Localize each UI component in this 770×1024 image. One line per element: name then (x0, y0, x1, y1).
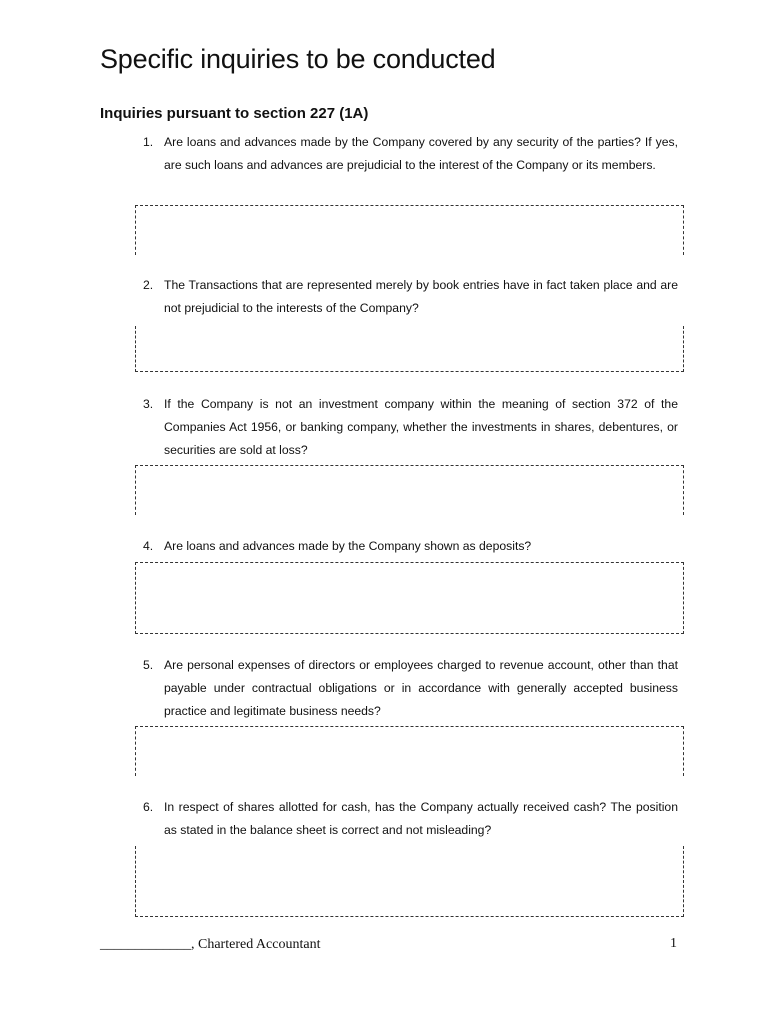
answer-box-4[interactable] (135, 562, 684, 634)
question-text: Are loans and advances made by the Company covered by any security of the parties? If yes, are such loans and advances are prejudicial to the interest of the Company or its members. (164, 135, 678, 172)
page-number: 1 (670, 936, 677, 951)
question-1 (143, 131, 678, 177)
question-5 (143, 654, 678, 723)
question-4 (143, 535, 678, 558)
answer-box-6[interactable] (135, 846, 684, 917)
question-number: 1. (143, 135, 154, 149)
page-title: Specific inquiries to be conducted (100, 44, 496, 74)
section-heading: Inquiries pursuant to section 227 (1A) (100, 105, 369, 122)
question-3 (143, 393, 678, 462)
question-number: 5. (143, 658, 154, 672)
question-2 (143, 274, 678, 320)
answer-box-2[interactable] (135, 326, 684, 372)
accountant-signature-line: _____________, Chartered Accountant (100, 937, 321, 952)
answer-box-3[interactable] (135, 465, 684, 515)
question-number: 4. (143, 539, 154, 553)
answer-box-5[interactable] (135, 726, 684, 776)
question-text: Are loans and advances made by the Company shown as deposits? (164, 539, 532, 553)
question-number: 3. (143, 397, 154, 411)
question-number: 6. (143, 800, 154, 814)
question-number: 2. (143, 278, 154, 292)
question-text: If the Company is not an investment company within the meaning of section 372 of the Companies Act 1956, or banking company, whether the investments in shares, debentures, or securities are sold at loss? (164, 397, 678, 457)
question-6 (143, 796, 678, 842)
question-text: Are personal expenses of directors or employees charged to revenue account, other than that payable under contractual obligations or in accordance with generally accepted business practice and legitimate business needs? (164, 658, 678, 718)
question-text: In respect of shares allotted for cash, has the Company actually received cash? The position as stated in the balance sheet is correct and not misleading? (164, 800, 678, 837)
question-text: The Transactions that are represented merely by book entries have in fact taken place and are not prejudicial to the interests of the Company? (164, 278, 678, 315)
answer-box-1[interactable] (135, 205, 684, 255)
